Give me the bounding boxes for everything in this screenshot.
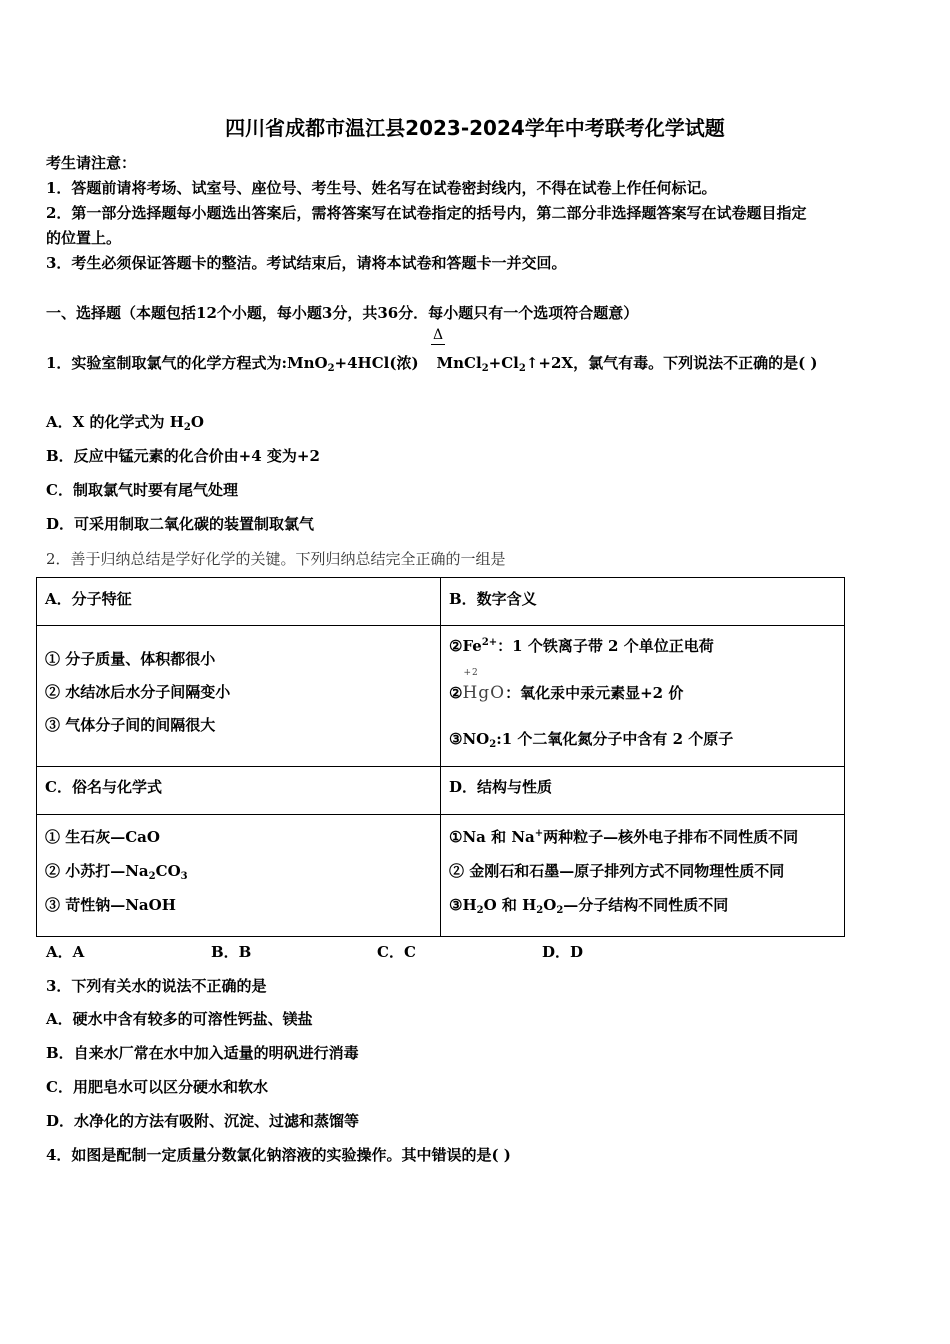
page-title: 四川省成都市温江县2023-2024学年中考联考化学试题	[225, 116, 725, 140]
notice-item-2: 2．第一部分选择题每小题选出答案后，需将答案写在试卷指定的括号内，第二部分非选择题答案写在试卷题目指定	[46, 204, 807, 222]
q2-a-item-3: ③ 气体分子间的间隔很大	[45, 716, 216, 734]
q4-stem: 4．如图是配制一定质量分数氯化钠溶液的实验操作。其中错误的是( )	[46, 1146, 511, 1164]
notice-item-2-cont: 的位置上。	[46, 229, 122, 247]
q2-b-item-3: $③NO_2:1$ 个二氧化氮分子中含有 2 个原子	[449, 730, 734, 750]
q2-cell-b-body	[441, 626, 845, 767]
q2-d-item-2: ② 金刚石和石墨—原子排列方式不同物理性质不同	[449, 862, 785, 880]
q2-option-d: D．D	[542, 943, 584, 961]
q1-option-a: A．X 的化学式为 $H_2O$	[46, 413, 204, 433]
q2-d-item-3: $③H_2O$ 和 $H_2O_2—$分子结构不同性质不同	[449, 896, 729, 916]
notice-item-1: 1．答题前请将考场、试室号、座位号、考生号、姓名写在试卷密封线内，不得在试卷上作任何标记。	[46, 179, 717, 197]
notice-heading: 考生请注意：	[46, 154, 137, 172]
q2-summary-table	[36, 577, 845, 937]
q1-option-c: C．制取氯气时要有尾气处理	[46, 481, 238, 499]
q1-option-d: D．可采用制取二氧化碳的装置制取氯气	[46, 515, 315, 533]
q2-cell-d-head: D．结构与性质	[441, 767, 845, 815]
q3-option-c: C．用肥皂水可以区分硬水和软水	[46, 1078, 268, 1096]
section-heading: 一、选择题（本题包括12个小题，每小题3分，共36分．每小题只有一个选项符合题意）	[46, 304, 639, 322]
heat-delta-symbol: Δ	[432, 327, 444, 343]
q2-a-item-1: ① 分子质量、体积都很小	[45, 650, 216, 668]
q2-b-item-1: $②Fe^{2+}$：1 个铁离子带 2 个单位正电荷	[449, 637, 714, 655]
notice-item-3: 3．考生必须保证答题卡的整洁。考试结束后，请将本试卷和答题卡一并交回。	[46, 254, 567, 272]
q2-d-item-1: ①Na 和 Na+两种粒子—核外电子排布不同性质不同	[449, 828, 799, 846]
q2-option-a: A．A	[46, 943, 85, 961]
q3-option-b: B．自来水厂常在水中加入适量的明矾进行消毒	[46, 1044, 359, 1062]
q2-c-item-1: ① 生石灰—CaO	[45, 828, 160, 846]
q2-cell-d-body	[441, 815, 845, 937]
q3-stem: 3．下列有关水的说法不正确的是	[46, 977, 267, 995]
q2-cell-c-head: C．俗名与化学式	[37, 767, 441, 815]
q2-stem: 2．善于归纳总结是学好化学的关键。下列归纳总结完全正确的一组是	[46, 550, 506, 568]
q2-b-item-2: ② +2 HgO：氧化汞中汞元素显+2 价	[449, 668, 684, 703]
q3-option-d: D．水净化的方法有吸附、沉淀、过滤和蒸馏等	[46, 1112, 360, 1130]
q2-a-item-2: ② 水结冰后水分子间隔变小	[45, 683, 231, 701]
q2-cell-a-body	[37, 626, 441, 767]
q2-option-b: B．B	[211, 943, 252, 961]
q2-cell-b-head: B．数字含义	[441, 578, 845, 626]
q2-cell-c-body	[37, 815, 441, 937]
hgo-formula: +2 HgO	[462, 668, 506, 703]
q1-stem: 1．实验室制取氯气的化学方程式为:MnO$_2$+4HCl(浓) $MnCl_2+Cl_2↑+2X$，氯气有毒。下列说法不正确的是( )	[46, 354, 818, 374]
q2-c-item-3: ③ 苛性钠—NaOH	[45, 896, 176, 914]
q2-option-c: C．C	[377, 943, 416, 961]
q3-option-a: A．硬水中含有较多的可溶性钙盐、镁盐	[46, 1010, 313, 1028]
q2-cell-a-head: A．分子特征	[37, 578, 441, 626]
q1-option-b: B．反应中锰元素的化合价由+4 变为+2	[46, 447, 320, 465]
q2-c-item-2: ② 小苏打$—Na_2CO_3$	[45, 862, 188, 882]
